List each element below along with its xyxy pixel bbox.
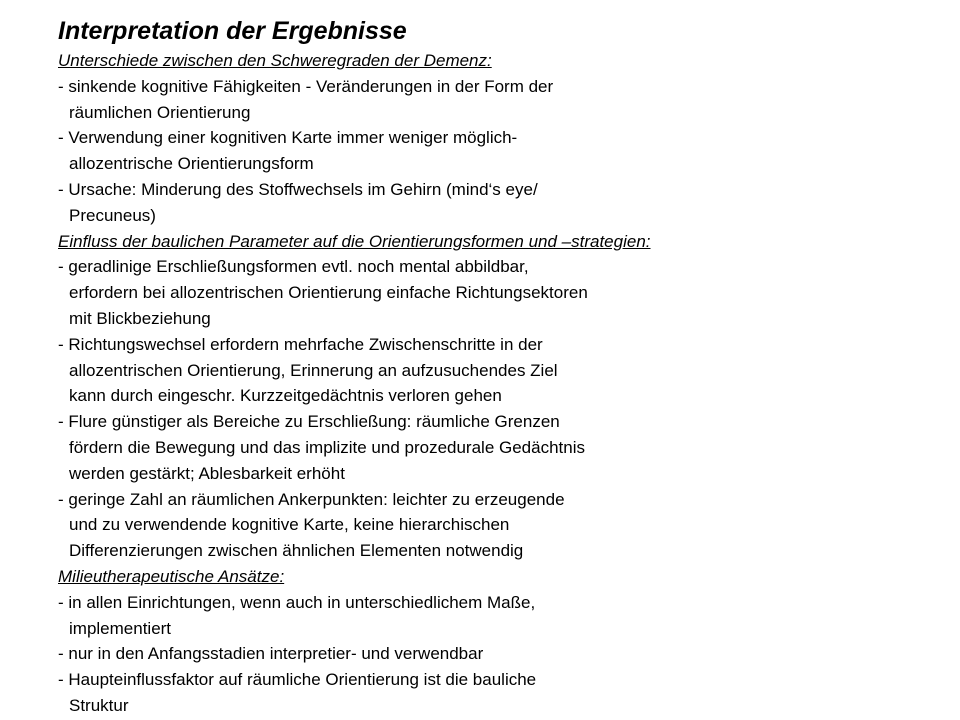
bullet-continuation: erfordern bei allozentrischen Orientierung einfache Richtungsektoren xyxy=(69,283,588,303)
section-severity xyxy=(58,48,938,229)
bullet-continuation: allozentrische Orientierungsform xyxy=(69,154,314,174)
section-milieu-therapy xyxy=(58,564,938,719)
bullet-continuation: Differenzierungen zwischen ähnlichen Elementen notwendig xyxy=(69,541,524,561)
bullet-line: - Verwendung einer kognitiven Karte immer weniger möglich- xyxy=(58,128,518,148)
bullet-continuation: kann durch eingeschr. Kurzzeitgedächtnis verloren gehen xyxy=(69,386,502,406)
bullet-line: - in allen Einrichtungen, wenn auch in unterschiedlichem Maße, xyxy=(58,592,536,612)
section-heading: Unterschiede zwischen den Schweregraden der Demenz: xyxy=(58,51,492,70)
bullet-line: - sinkende kognitive Fähigkeiten - Veränderungen in der Form der xyxy=(58,76,554,96)
section-building-parameters xyxy=(58,229,938,564)
bullet-continuation: räumlichen Orientierung xyxy=(69,102,251,122)
bullet-continuation: werden gestärkt; Ablesbarkeit erhöht xyxy=(69,463,345,483)
bullet-continuation: implementiert xyxy=(69,618,172,638)
bullet-continuation: fördern die Bewegung und das implizite und prozedurale Gedächtnis xyxy=(69,437,585,457)
slide-content xyxy=(58,14,938,719)
bullet-line: - geringe Zahl an räumlichen Ankerpunkten: leichter zu erzeugende xyxy=(58,489,565,509)
bullet-continuation: Precuneus) xyxy=(69,205,156,225)
section-heading: Milieutherapeutische Ansätze: xyxy=(58,566,285,586)
bullet-line: - Richtungswechsel erfordern mehrfache Zwischenschritte in der xyxy=(58,334,543,354)
bullet-line: - Flure günstiger als Bereiche zu Erschließung: räumliche Grenzen xyxy=(58,412,560,432)
bullet-line: - Ursache: Minderung des Stoffwechsels im Gehirn (mind‘s eye/ xyxy=(58,179,538,199)
section-heading: Einfluss der baulichen Parameter auf die Orientierungsformen und –strategien: xyxy=(58,231,651,251)
bullet-continuation: und zu verwendende kognitive Karte, keine hierarchischen xyxy=(69,515,510,535)
bullet-continuation: Struktur xyxy=(69,695,129,715)
bullet-line: - geradlinige Erschließungsformen evtl. noch mental abbildbar, xyxy=(58,257,529,277)
bullet-continuation: mit Blickbeziehung xyxy=(69,308,211,328)
slide-title: Interpretation der Ergebnisse xyxy=(58,17,407,45)
bullet-continuation: allozentrischen Orientierung, Erinnerung an aufzusuchendes Ziel xyxy=(69,360,558,380)
bullet-line: - Haupteinflussfaktor auf räumliche Orientierung ist die bauliche xyxy=(58,670,537,690)
bullet-line: - nur in den Anfangsstadien interpretier- und verwendbar xyxy=(58,644,484,664)
